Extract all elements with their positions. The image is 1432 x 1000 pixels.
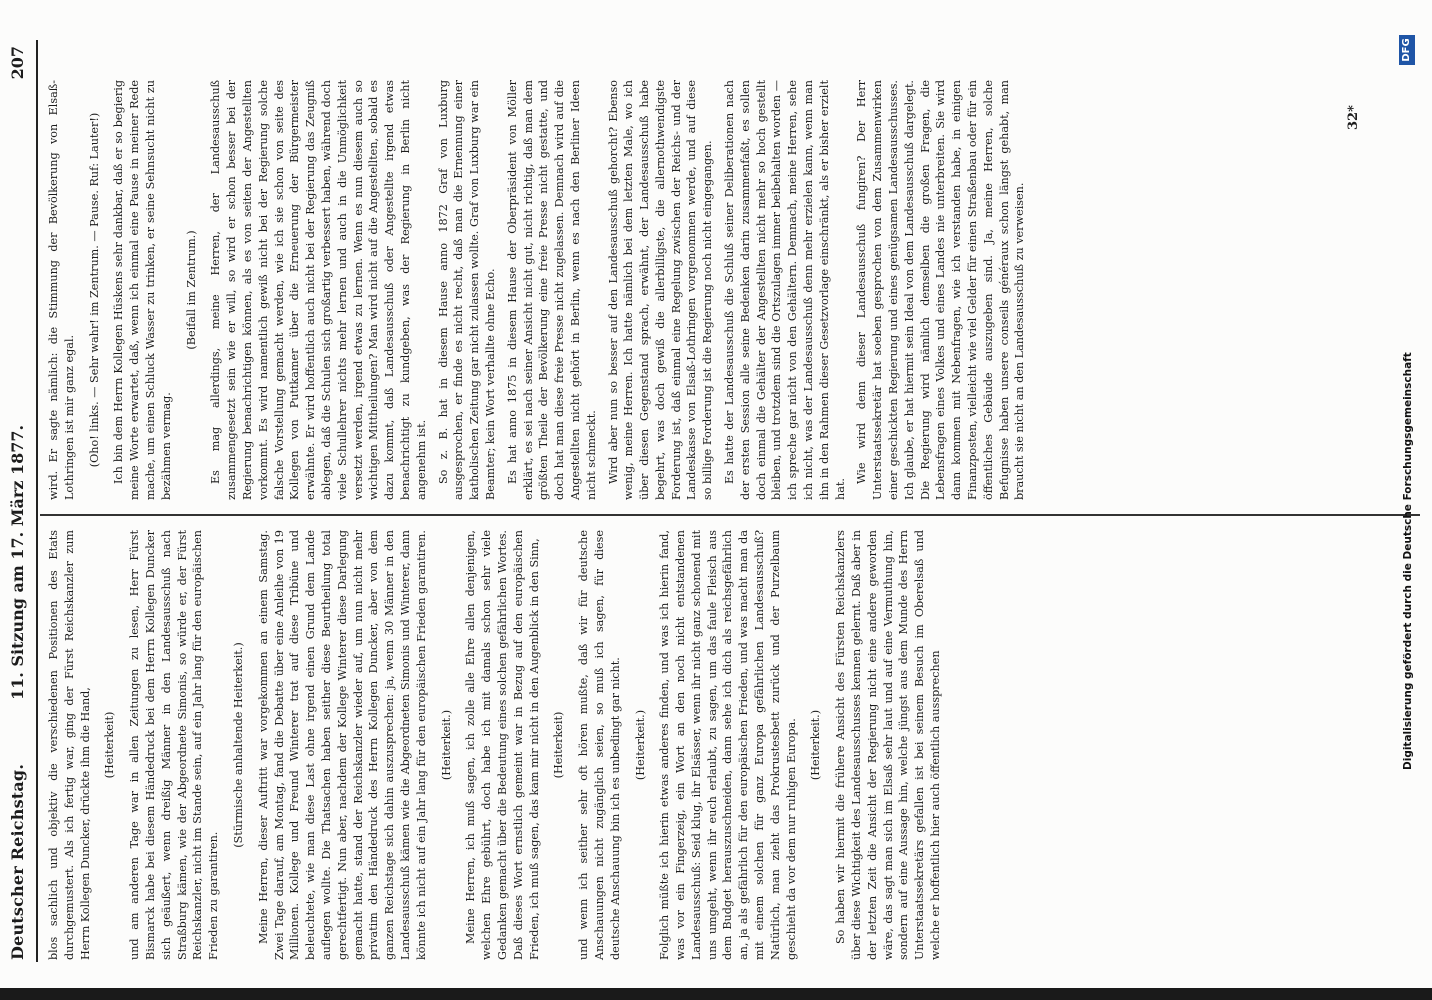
paragraph: und wenn ich seither sehr oft hören mußte, daß wir für deutsche Anschauungen nicht zugänglich seien, so muß ich sagen, für diese deutsche Anschauung bin ich es unbedingt gar nicht. [577,530,622,960]
paragraph: Wie wird denn dieser Landesausschuß fungiren? Der Herr Unterstaatssekretär hat soeben gesprochen von dem Zusammenwirken einer geschickten Regierung und eines genügsamen Landesausschusses. Ich glaube, er hat hiermit sein Ideal von dem Landesausschuß dargelegt. Die Regierung wird nämlich demselben die großen Fragen, die Lebensfragen eines Volkes und eines Landes nie unterbreiten. Sie wird dann kommen mit Nebenfragen, wie ich verstanden habe, in einigen Finanzposten, vielleicht wie viel Gelder für einen Straßenbau oder für ein öffentliches Gebäude auszugeben sind. Ja, meine Herren, solche Befugnisse haben unsere conseils généraux schon längst gehabt, man braucht sie nicht an den Landesausschuß zu verweisen. [855,80,1027,500]
stage-direction: (Heiterkeit.) [633,709,647,781]
header-rule [36,40,38,962]
column-divider [40,514,1420,516]
paragraph: Meine Herren, dieser Auftritt war vorgekommen an einem Samstag. Zwei Tage darauf, am Montag, fand die Debatte über eine Anleihe von 19 Millionen. Kollege und Freund Winterer trat auf diese Tribüne und beleuchtete, wie man diese Last ohne irgend einen Grund dem Lande auflegen wollte. Die Thatsachen haben seither diese Beurtheilung total gerechtfertigt. Nun aber, nachdem der Kollege Winterer diese Darlegung gemacht hatte, stand der Reichskanzler wieder auf, um nun nicht mehr privatim den Händedruck des Herrn Kollegen Duncker, aber von dem ganzen Reichstage sich dahin auszusprechen: ja, wenn 30 Männer in den Landesausschuß kämen wie die Abgeordneten Simonis und Winterer, dann könnte ich nicht auf ein Jahr lang für den europäischen Frieden garantiren. [256,530,428,960]
scan-edge [0,988,1432,1000]
paragraph: wird. Er sagte nämlich: die Stimmung der Bevölkerung von Elsaß-Lothringen ist mir ganz egal. [47,80,76,500]
page-header-session: 11. Sitzung am 17. März 1877. [8,424,27,700]
digitization-credit: Digitalisierung gefördert durch die Deutsche Forschungsgemeinschaft [1402,352,1414,770]
page-header-title: Deutscher Reichstag. [8,763,27,960]
stage-direction: (Oho! links. — Sehr wahr! im Zentrum. — Pause. Ruf: Lauter!) [87,112,101,468]
text-column-right [46,80,1034,500]
signature-mark: 32* [1346,105,1361,130]
stage-direction: (Heiterkeit) [103,711,117,779]
paragraph: Wird aber nun so besser auf den Landesausschuß gehorcht? Ebenso wenig, meine Herren. Ich hatte nämlich bei dem letzten Male, wo ich über diesen Gegenstand sprach, erwähnt, der Landesausschuß habe begehrt, was doch gewiß die allerbilligste, die allernothwendigste Forderung ist, daß einmal eine Regelung zwischen der Reichs- und der Landeskasse von Elsaß-Lothringen vorgenommen werde, und auf diese so billige Forderung ist die Regierung noch nicht eingegangen. [606,80,715,500]
paragraph: So haben wir hiermit die frühere Ansicht des Fürsten Reichskanzlers über diese Wichtigkeit des Landesausschusses kennen gelernt. Daß aber in der letzten Zeit die Ansicht der Regierung nicht eine andere geworden wäre, das sagt man sich im Elsaß sehr laut und auf eine Vermuthung hin, sondern auf eine Aussage hin, welche jüngst aus dem Munde des Herrn Unterstaatssekretärs gefallen ist bei seinem Besuch im Oberelsaß und welche er hoffentlich hier auch öffentlich aussprechen [834,530,943,960]
paragraph: Ich bin dem Herrn Kollegen Hüskens sehr dankbar, daß er so begierig meine Worte erwartet, daß, wenn ich einmal eine Pause in meiner Rede mache, um einen Schluck Wasser zu trinken, er seine Sehnsucht nicht zu bezähmen vermag. [112,80,173,500]
paragraph: Meine Herren, ich muß sagen, ich zolle alle Ehre allen denjenigen, welchen Ehre gebührt, doch habe ich mit damals schon sehr viele Gedanken gemacht über die Bedeutung eines solchen gefährlichen Wortes. Daß dieses Wort ernstlich gemeint war in Bezug auf den europäischen Frieden, ich muß sagen, das kam mir nicht in den Augenblick in den Sinn, [464,530,541,960]
paragraph: Folglich müßte ich hierin etwas anderes finden, und was ich hierin fand, was vor ein Fingerzeig, ein Wort an den noch nicht entstandenen Landesausschuß: Seid klug, ihr Elsässer, wenn ihr nicht ganz schonend mit uns umgeht, wenn ihr euch erlaubt, zu sagen, um das faule Fleisch aus dem Budget herauszuschneiden, dann sehe ich dich als reichsgefährlich an, ja als gefährlich für den europäischen Frieden, und was macht man da mit einem solchen für ganz Europa gefährlichen Landesausschuß? Natürlich, man zieht das Prokrustesbett zurück und der Purzelbaum geschieht da vor dem nur ruhigen Europa. [658,530,798,960]
stage-direction: (Heiterkeit.) [439,709,453,781]
stage-direction: (Beifall im Zentrum.) [184,230,198,350]
paragraph: Es hat anno 1875 in diesem Hause der Oberpräsident von Möller erklärt, es sei nach seiner Ansicht nicht gut, nicht richtig, daß man dem größten Theile der Bevölkerung eine freie Presse nicht gestatte, und doch hat man diese freie Presse nicht zugelassen. Demnach wird auf die Angestellten nicht gehört in Berlin, wenn es nach den Berliner Ideen nicht schmeckt. [505,80,598,500]
stage-direction: (Stürmische anhaltende Heiterkeit.) [231,642,245,848]
paragraph: und am anderen Tage war in allen Zeitungen zu lesen, Herr Fürst Bismarck habe bei diesem Händedruck bei dem Herrn Kollegen Duncker sich geäußert, wenn dreißig Männer in den Landesausschuß nach Straßburg kämen, wie der Abgeordnete Simonis, so würde er, der Fürst Reichskanzler, nicht im Stande sein, auf ein Jahr lang für den europäischen Frieden zu garantiren. [128,530,221,960]
text-column-left [46,530,950,960]
stage-direction: (Heiterkeit.) [809,709,823,781]
dfg-logo: DFG [1399,35,1415,65]
page-number: 207 [8,46,27,80]
paragraph: So z. B. hat in diesem Hause anno 1872 Graf von Luxburg ausgesprochen, er finde es nicht recht, daß man die Ernennung einer katholischen Zeitung gar nicht zulassen wollte. Graf von Luxburg war ein Beamter; kein Wort verhallte ohne Echo. [436,80,497,500]
stage-direction: (Heiterkeit) [552,711,566,779]
paragraph: Es hatte der Landesausschuß die Schluß seiner Deliberationen nach der ersten Session alle seine Bedenken darin zusammenfaßt, es sollen doch einmal die Gehälter der Angestellten nicht mehr so hoch gestellt bleiben, und trotzdem sind die Ortszulagen immer beibehalten worden — ich spreche gar nicht von den Gehältern. Demnach, meine Herren, sehe ich nicht, was der Landesausschuß denn mehr erzielen kann, wenn man ihn in den Rahmen dieser Gesetzvorlage einschränkt, als er bisher erzielt hat. [723,80,847,500]
paragraph: blos sachlich und objektiv die verschiedenen Positionen des Etats durchgemustert. Als ich fertig war, ging der Fürst Reichskanzler zum Herrn Kollegen Duncker, drückte ihm die Hand, [47,530,92,960]
paragraph: Es mag allerdings, meine Herren, der Landesausschuß zusammengesetzt sein wie er will, so wird er schon besser bei der Regierung benachrichtigen können, als es von seiten der Angestellten vorkommt. Es wird namentlich gewiß nicht bei der Regierung solche falsche Vorstellung gemacht werden, wie ich sie schon von seite des Kollegen von Puttkamer über die Erneuerung der Bürgermeister erwähnte. Er wird hoffentlich auch nicht bei der Regierung das Zeugniß ablegen, daß die Schulen sich großartig verbessert haben, während doch viele Schullehrer nichts mehr lernen und auch in die Unmöglichkeit versetzt werden, irgend etwas zu lernen. Wenn es nun diesem auch so wichtigen Mittheilungen? Man wird nicht auf die Angestellten, sobald es dazu kommt, daß Landesausschuß oder Angestellte irgend etwas benachrichtigt zu kundgeben, was der Regierung in Berlin nicht angenehm ist. [209,80,428,500]
